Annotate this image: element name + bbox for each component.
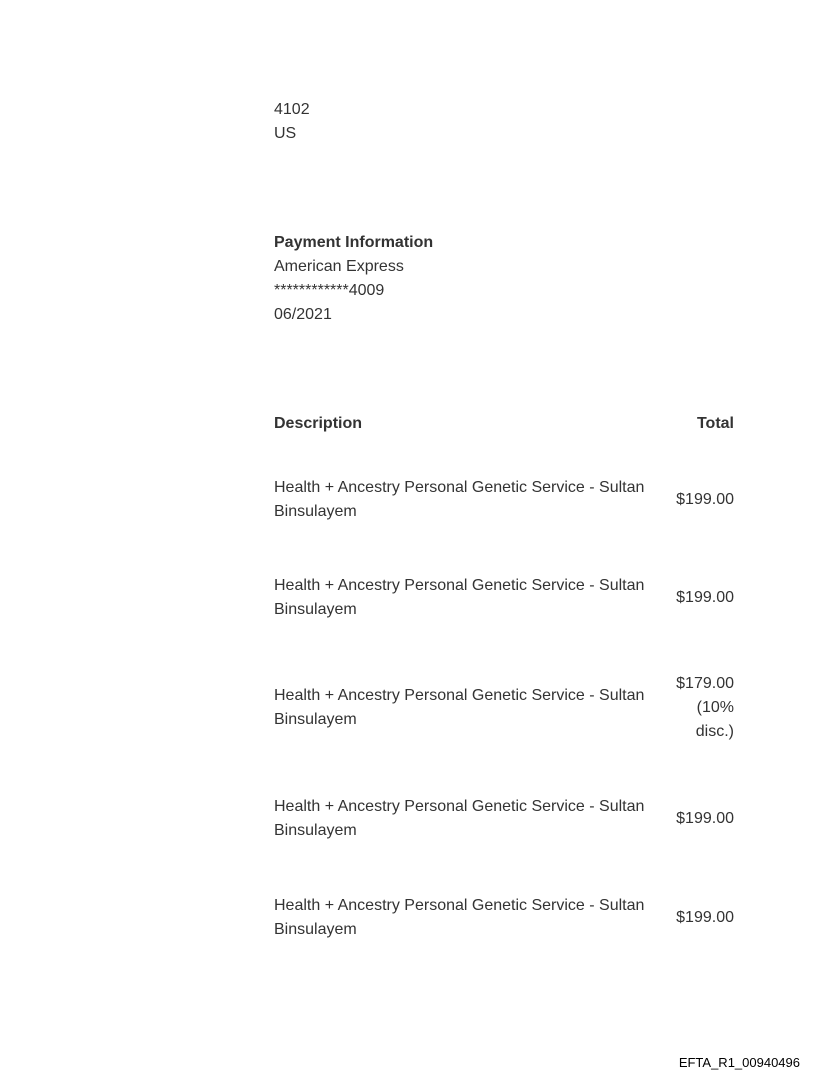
item-total: $199.00	[676, 491, 734, 508]
item-total: $199.00	[676, 909, 734, 926]
document-id: EFTA_R1_00940496	[678, 1055, 800, 1070]
postal-code: 4102	[274, 101, 310, 118]
item-total: $179.00 (10% disc.)	[676, 675, 734, 740]
card-expiry: 06/2021	[274, 306, 332, 323]
item-description: Health + Ancestry Personal Genetic Service - Sultan Binsulayem	[274, 577, 645, 618]
item-description: Health + Ancestry Personal Genetic Service - Sultan Binsulayem	[274, 798, 645, 839]
table-row	[274, 672, 734, 744]
card-number: ************4009	[274, 282, 385, 299]
description-header: Description	[274, 415, 363, 432]
item-description: Health + Ancestry Personal Genetic Service - Sultan Binsulayem	[274, 897, 645, 938]
payment-information	[274, 231, 433, 327]
table-row	[274, 894, 734, 942]
table-row	[274, 795, 734, 843]
item-total: $199.00	[676, 589, 734, 606]
table-row	[274, 574, 734, 622]
payment-heading: Payment Information	[274, 234, 434, 251]
item-description: Health + Ancestry Personal Genetic Service - Sultan Binsulayem	[274, 687, 645, 728]
item-description: Health + Ancestry Personal Genetic Service - Sultan Binsulayem	[274, 479, 645, 520]
total-header: Total	[696, 415, 734, 432]
order-items-table	[274, 412, 734, 938]
table-row	[274, 476, 734, 524]
country: US	[274, 125, 297, 142]
card-type: American Express	[274, 258, 404, 275]
table-header	[274, 412, 734, 436]
item-total: $199.00	[676, 810, 734, 827]
shipping-address	[274, 98, 310, 146]
